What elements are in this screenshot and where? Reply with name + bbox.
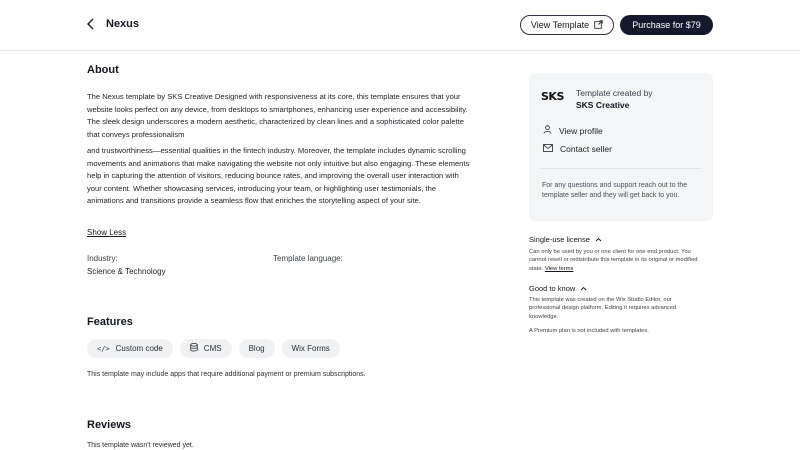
industry-value: Science & Technology <box>87 267 166 276</box>
view-terms-link[interactable]: View terms <box>544 265 574 272</box>
purchase-button[interactable]: Purchase for $79 <box>620 15 713 35</box>
template-language-label: Template language: <box>273 254 343 263</box>
license-text <box>529 248 699 273</box>
license-heading: Single-use license <box>529 235 590 244</box>
divider <box>541 168 701 169</box>
code-icon: </> <box>97 344 110 353</box>
feature-chip <box>282 339 340 358</box>
created-by-label: Template created by <box>576 88 653 98</box>
seller-name: SKS Creative <box>576 100 630 110</box>
reviews-note: This template wasn't reviewed yet. <box>87 442 194 449</box>
feature-chip-label: Custom code <box>115 344 163 353</box>
seller-card <box>529 73 713 221</box>
good-to-know-text: This template was created on the Wix Studio Editor, our professional design platform. Editing it requires advanced knowledge. <box>529 297 677 320</box>
contact-seller-label: Contact seller <box>560 144 612 154</box>
view-template-label: View Template <box>530 20 590 30</box>
view-profile-label: View profile <box>559 125 603 136</box>
feature-chip <box>239 339 275 358</box>
seller-logo: SKS <box>541 90 564 103</box>
person-icon <box>543 125 552 136</box>
chevron-up-icon <box>580 284 587 293</box>
support-note: For any questions and support reach out to the template seller and they will get back to you. <box>542 182 688 199</box>
apps-note: This template may include apps that require additional payment or premium subscriptions. <box>87 371 366 378</box>
good-to-know-toggle[interactable] <box>529 284 587 293</box>
top-bar <box>0 0 800 51</box>
database-icon <box>190 343 198 354</box>
view-profile-link[interactable] <box>543 125 603 136</box>
chevron-up-icon <box>595 235 602 244</box>
industry-label: Industry: <box>87 254 118 263</box>
feature-chip <box>180 339 232 358</box>
show-less-link[interactable]: Show Less <box>87 228 127 237</box>
template-title: Nexus <box>106 18 140 30</box>
features-heading: Features <box>87 316 133 328</box>
reviews-heading: Reviews <box>87 419 132 431</box>
premium-note: A Premium plan is not included with templates. <box>529 328 649 334</box>
about-paragraph-1: The Nexus template by SKS Creative Designed with responsiveness at its core, this template ensures that your website looks perfect on any device, from desktops to smartphones, enhancing user experience and accessibility. The sleek design underscores a modern aesthetic, characterized by clean lines and a sophisticated color palette that conveys professionalism <box>87 92 468 139</box>
license-description: Can only be used by you or one client for one end product. You cannot resell or redistribute this template in its original or modified state. <box>529 249 698 272</box>
feature-chip-label: CMS <box>203 344 222 353</box>
about-heading: About <box>87 64 119 76</box>
feature-chip <box>87 339 173 358</box>
feature-chips <box>87 339 340 358</box>
contact-seller-link[interactable] <box>543 144 612 154</box>
about-paragraph-2: and trustworthiness—essential qualities in the fintech industry. Moreover, the template includes dynamic scrolling movements and animations that make navigating the website not only intuitive but also engaging. These elements help in capturing the attention of visitors, reducing bounce rates, and improving the overall user interaction with your content. Whether showcasing services, introducing your team, or highlighting user testimonials, the animations and transitions provide a seamless flow that enriches the storytelling aspect of your site. <box>87 146 470 205</box>
external-link-icon <box>594 20 603 31</box>
view-template-button[interactable] <box>520 15 614 35</box>
good-to-know-heading: Good to know <box>529 284 576 293</box>
feature-chip-label: Blog <box>248 344 265 353</box>
single-use-license-toggle[interactable] <box>529 235 602 244</box>
mail-icon <box>543 144 553 154</box>
feature-chip-label: Wix Forms <box>291 344 330 353</box>
back-arrow-icon[interactable] <box>86 17 100 33</box>
